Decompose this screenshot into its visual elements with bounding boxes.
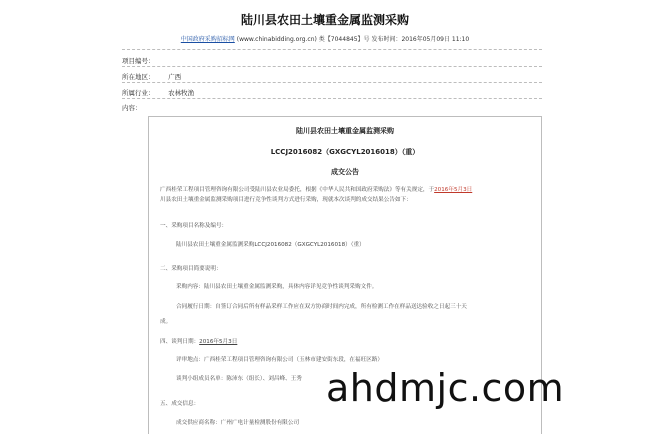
intro-text: 广西桂荣工程项目管理咨询有限公司受陆川县农业局委托，根据《中华人民共和国政府采购法》等有关规定，于 <box>160 187 435 193</box>
source-link[interactable]: 中国政府采购招标网 <box>180 36 235 43</box>
section-2-title: 二、采购项目简要说明： <box>160 266 222 272</box>
source-url: (www.chinabidding.org.cn) <box>236 36 317 43</box>
intro-paragraph-line-1 <box>160 187 472 194</box>
meta-content <box>122 103 162 112</box>
divider <box>122 98 542 99</box>
document-subheading: 成交公告 <box>331 168 359 176</box>
divider <box>122 66 542 67</box>
meta-label: 所属行业： <box>122 89 155 97</box>
document-code: LCCJ2016082（GXGCYL2016018）（重） <box>270 148 420 156</box>
intro-date: 2016年5月3日 <box>434 187 473 193</box>
meta-project-no <box>122 56 166 65</box>
section-2-line-1: 采购内容：陆川县农田土壤重金属监测采购，具体内容详见竞争性谈判采购文件。 <box>176 284 378 290</box>
meta-label: 所在地区： <box>122 73 155 81</box>
meta-label: 内容： <box>122 104 142 112</box>
section-4-title: 五、成交信息： <box>160 401 200 407</box>
meta-industry <box>122 88 194 97</box>
section-3-date: 2016年5月3日 <box>199 339 238 345</box>
section-3-line-1: 评审地点：广西桂荣工程项目管理咨询有限公司（玉林市建安街东段，在福旺区路） <box>176 357 383 363</box>
section-1-title: 一、采购项目名称及编号： <box>160 223 228 229</box>
divider <box>122 82 542 83</box>
section-2-line-2: 合同履行日期：自签订合同后所有样品采样工作应在双方协商时间内完成，所有检测工作在样品送达验收之日起三十天 <box>176 304 467 310</box>
source-id: 类【7044845】号 <box>318 36 370 43</box>
section-3-title <box>160 339 237 346</box>
document-heading: 陆川县农田土壤重金属监测采购 <box>296 127 394 135</box>
section-2-line-3: 成。 <box>160 319 172 325</box>
source-line <box>0 34 650 43</box>
meta-value: 广西 <box>168 73 182 81</box>
meta-label: 项目编号： <box>122 57 155 65</box>
watermark: ahdmjc.com <box>326 366 565 410</box>
meta-value: 农林牧渔 <box>168 89 195 97</box>
section-3-label: 四、谈判日期： <box>160 339 200 345</box>
page-title: 陆川县农田土壤重金属监测采购 <box>240 13 409 27</box>
section-4-line-1: 成交供应商名称：广州广电计量检测股份有限公司 <box>176 420 300 426</box>
meta-region <box>122 72 181 81</box>
divider <box>122 49 542 50</box>
publish-date: 发布时间：2016年05月09日 11:10 <box>371 36 470 43</box>
section-1-value: 陆川县农田土壤重金属监测采购LCCJ2016082（GXGCYL2016018）（重） <box>176 242 365 248</box>
section-3-line-2: 谈判小组成员名单：陈沛东（组长）、刘昌峰、王秀 <box>176 376 302 382</box>
intro-paragraph-line-2: 川县农田土壤重金属监测采购项目进行竞争性谈判方式进行采购，现就本次谈判的成交结果公告如下： <box>160 197 412 203</box>
